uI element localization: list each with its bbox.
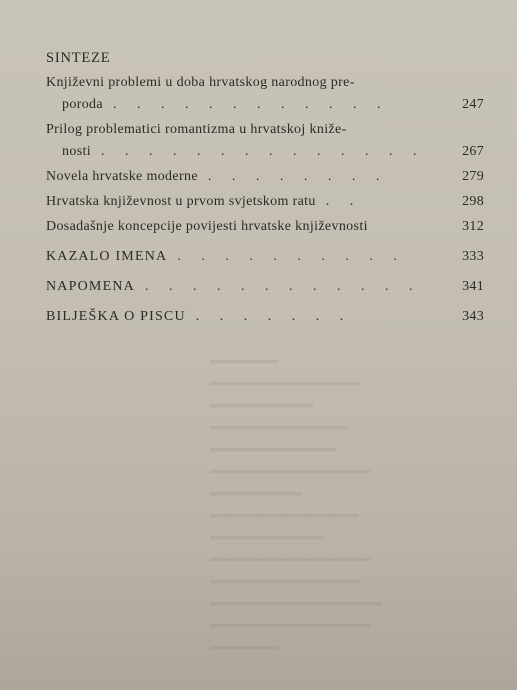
entry-title-continuation <box>46 94 486 116</box>
page-number: 341 <box>462 279 484 294</box>
dot-leader: . . . . . . . . <box>207 169 388 184</box>
dot-leader: . . <box>325 194 362 209</box>
entry-title-text: NAPOMENA <box>46 279 135 294</box>
page-number: 279 <box>462 169 484 184</box>
dot-leader: . . . . . . . <box>195 309 352 324</box>
dot-leader: . . . . . . . . . . . . <box>144 279 421 294</box>
entry-title-line: Prilog problematici romantizma u hrvatskoj kniže- <box>46 122 347 137</box>
page-number: 312 <box>462 219 484 234</box>
page-number: 298 <box>462 194 484 209</box>
entry-title-text: KAZALO IMENA <box>46 249 168 264</box>
table-of-contents <box>46 48 486 328</box>
entry-title-text: Dosadašnje koncepcije povijesti hrvatske književnosti <box>46 219 368 234</box>
entry-title-text: nosti <box>62 144 91 159</box>
entry-title-line <box>46 166 486 188</box>
dot-leader: . . . . . . . . . . . . . . <box>100 144 425 159</box>
entry-title-text: Novela hrvatske moderne <box>46 169 198 184</box>
toc-entry <box>46 166 486 188</box>
entry-title-line: Književni problemi u doba hrvatskog narodnog pre- <box>46 75 355 90</box>
dot-leader: . . . . . . . . . . <box>177 249 406 264</box>
entry-title-line <box>46 306 486 328</box>
entry-title-line <box>46 276 486 298</box>
toc-back-matter-entry <box>46 276 486 298</box>
entry-title-text: poroda <box>62 97 103 112</box>
section-title: SINTEZE <box>46 50 111 66</box>
entry-title-line <box>46 216 486 238</box>
entry-title-text: Hrvatska književnost u prvom svjetskom ratu <box>46 194 316 209</box>
toc-entry <box>46 191 486 213</box>
page-number: 247 <box>462 97 484 112</box>
entry-title-text: BILJEŠKA O PISCU <box>46 309 186 324</box>
toc-back-matter-entry <box>46 306 486 328</box>
page-number: 343 <box>462 309 484 324</box>
entry-title-line <box>46 191 486 213</box>
entry-title-line <box>46 246 486 268</box>
toc-entry <box>46 119 486 163</box>
dot-leader: . . . . . . . . . . . . <box>112 97 389 112</box>
page-number: 267 <box>462 144 484 159</box>
toc-back-matter-entry <box>46 246 486 268</box>
entry-title-continuation <box>46 141 486 163</box>
toc-entry <box>46 72 486 116</box>
bleed-through-text: ▬▬▬▬▬▬ ▬▬▬▬▬▬▬▬▬▬▬▬▬▬ ▬▬▬▬▬▬▬▬▬▬▬▬▬▬▬ ▬▬▬▬▬▬▬▬▬▬▬▬▬ ▬▬▬▬▬▬▬▬▬▬▬▬▬▬ ▬▬▬▬▬▬▬▬▬▬ ▬▬▬▬▬▬▬▬▬▬▬▬▬ ▬▬▬▬▬▬▬▬ ▬▬▬▬▬▬▬▬▬▬▬▬▬▬ ▬▬▬▬▬▬▬▬▬▬▬ ▬▬▬▬▬▬▬▬▬▬▬▬ ▬▬▬▬▬▬▬▬▬ ▬▬▬▬▬▬▬▬▬▬▬▬▬ ▬▬▬▬▬▬ <box>210 357 383 655</box>
page-number: 333 <box>462 249 484 264</box>
toc-entry <box>46 216 486 238</box>
